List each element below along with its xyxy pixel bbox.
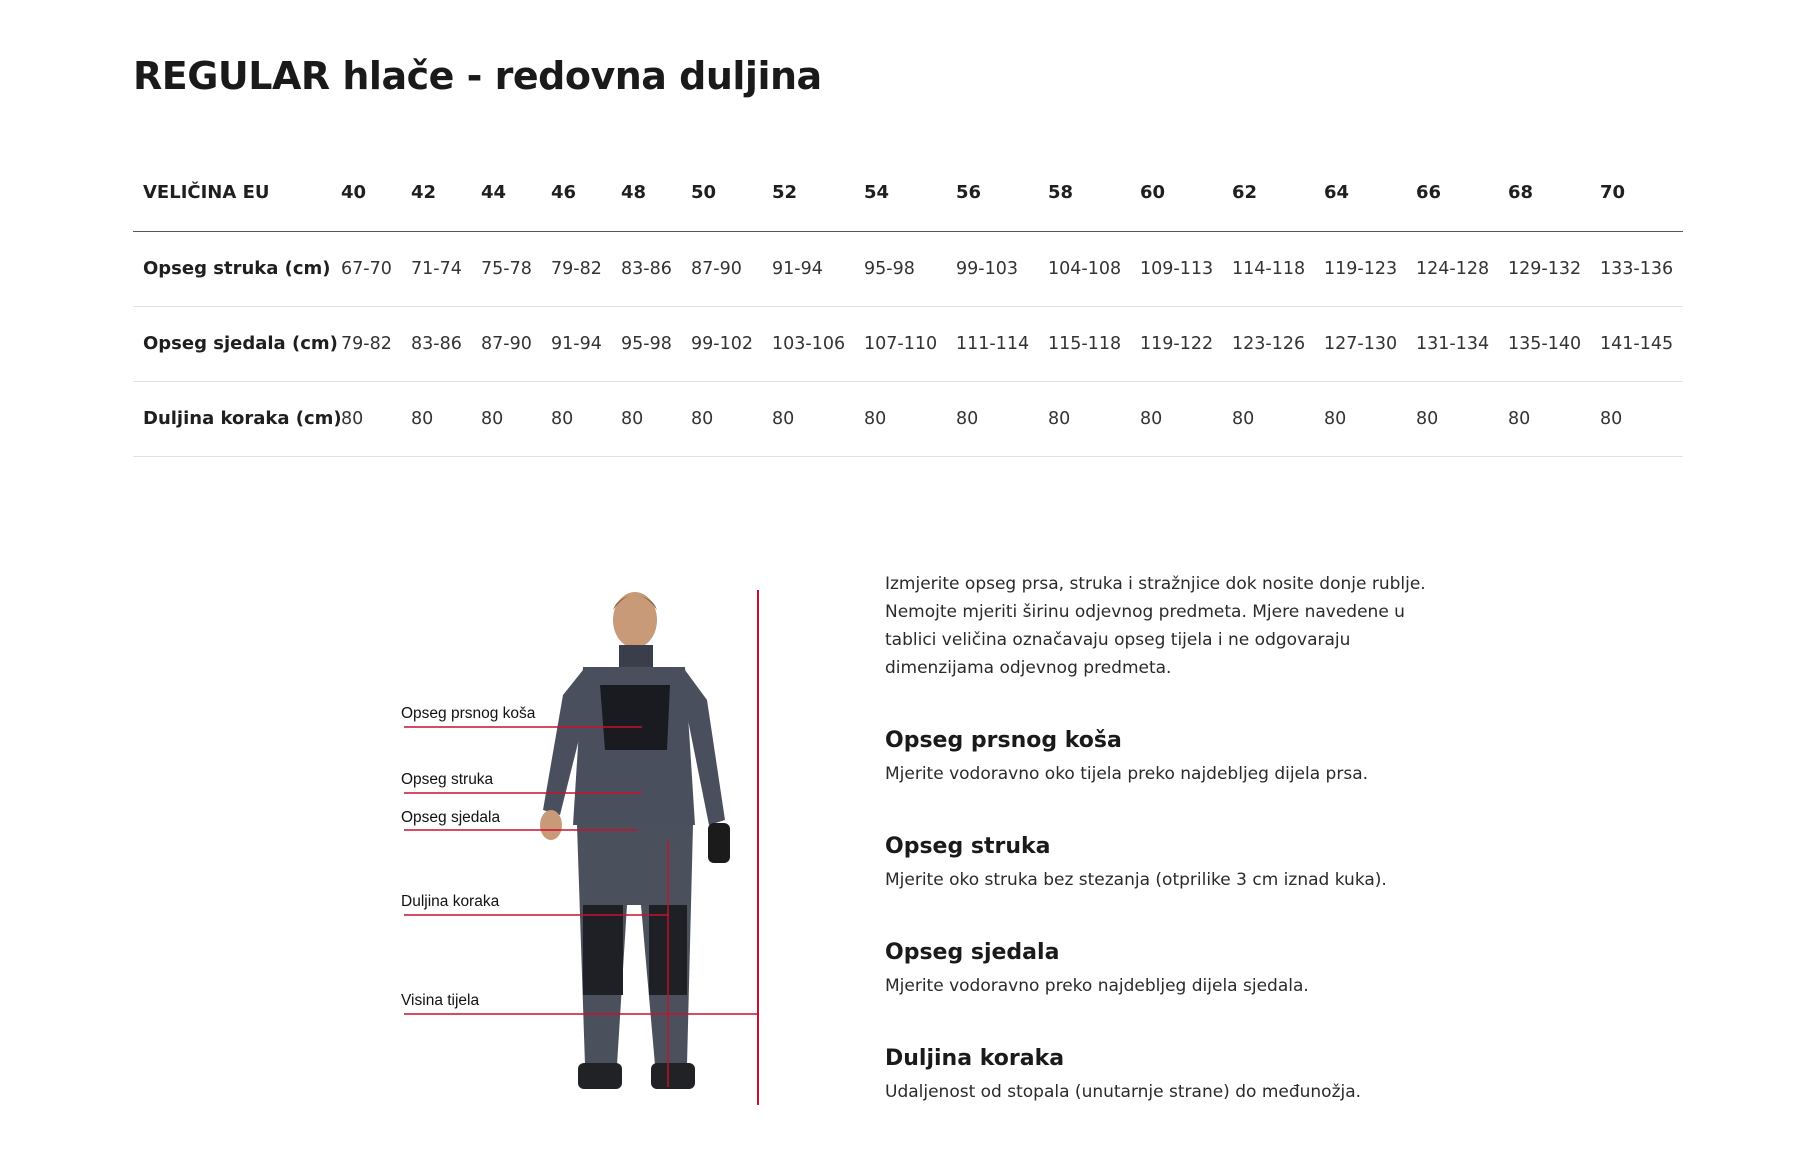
table-cell: 83-86 — [411, 333, 462, 354]
table-cell: 99-102 — [691, 333, 753, 354]
table-cell: 104-108 — [1048, 258, 1122, 279]
size-header-cell: 50 — [691, 182, 717, 204]
size-header-cell: 58 — [1048, 182, 1074, 204]
table-cell: 80 — [341, 408, 364, 429]
table-cell: 80 — [1048, 408, 1071, 429]
table-row-seat — [133, 306, 1683, 381]
size-header-cell: 46 — [551, 182, 577, 204]
table-cell: 80 — [1508, 408, 1531, 429]
table-cell: 115-118 — [1048, 333, 1122, 354]
size-header-cell: 66 — [1416, 182, 1442, 204]
label-chest: Opseg prsnog koša — [401, 705, 536, 722]
size-header-row — [133, 155, 1683, 231]
knee-pad-shape — [583, 905, 623, 995]
table-cell: 131-134 — [1416, 333, 1490, 354]
table-cell: 87-90 — [481, 333, 532, 354]
table-cell: 91-94 — [551, 333, 602, 354]
jacket-panel-shape — [600, 685, 670, 750]
worker-illustration — [395, 575, 775, 1135]
glove-shape — [708, 823, 730, 863]
size-header-cell: 70 — [1600, 182, 1626, 204]
boot-shape — [651, 1063, 695, 1089]
hand-shape — [540, 810, 562, 840]
table-cell: 80 — [864, 408, 887, 429]
table-cell: 79-82 — [341, 333, 392, 354]
measure-desc: Mjerite oko struka bez stezanja (otprilike 3 cm iznad kuka). — [885, 870, 1387, 890]
label-seat: Opseg sjedala — [401, 809, 501, 826]
row-label: Opseg struka (cm) — [143, 258, 331, 279]
table-cell: 133-136 — [1600, 258, 1674, 279]
table-cell: 80 — [1324, 408, 1347, 429]
table-row-waist — [133, 231, 1683, 306]
boot-shape — [578, 1063, 622, 1089]
table-cell: 124-128 — [1416, 258, 1490, 279]
table-cell: 107-110 — [864, 333, 938, 354]
size-header-cell: 56 — [956, 182, 982, 204]
table-cell: 99-103 — [956, 258, 1018, 279]
table-cell: 79-82 — [551, 258, 602, 279]
table-cell: 127-130 — [1324, 333, 1398, 354]
table-cell: 87-90 — [691, 258, 742, 279]
table-cell: 80 — [772, 408, 795, 429]
size-header-cell: 54 — [864, 182, 890, 204]
table-cell: 80 — [1232, 408, 1255, 429]
measure-title: Opseg struka — [885, 834, 1051, 859]
size-header-cell: 60 — [1140, 182, 1166, 204]
size-header-cell: 42 — [411, 182, 437, 204]
measure-block-waist — [885, 832, 1445, 894]
size-header-cell: 44 — [481, 182, 507, 204]
table-cell: 95-98 — [864, 258, 915, 279]
table-cell: 80 — [1600, 408, 1623, 429]
intro-text: Izmjerite opseg prsa, struka i stražnjice dok nosite donje rublje. Nemojte mjeriti širinu odjevnog predmeta. Mjere navedene u tablici veličina označavaju opseg tijela i ne odgovaraju dimenzijama odjevnog predmeta. — [885, 574, 1426, 678]
size-header-cell: 52 — [772, 182, 798, 204]
measure-block-seat — [885, 938, 1445, 1000]
measure-desc: Udaljenost od stopala (unutarnje strane) do međunožja. — [885, 1082, 1362, 1102]
table-cell: 67-70 — [341, 258, 392, 279]
size-header-cell: 48 — [621, 182, 647, 204]
table-cell: 95-98 — [621, 333, 672, 354]
measure-title: Opseg prsnog koša — [885, 728, 1122, 753]
size-header-cell: 64 — [1324, 182, 1350, 204]
table-cell: 119-122 — [1140, 333, 1214, 354]
size-table — [133, 155, 1683, 457]
table-cell: 111-114 — [956, 333, 1030, 354]
label-waist: Opseg struka — [401, 771, 494, 788]
table-cell: 135-140 — [1508, 333, 1582, 354]
page-title: REGULAR hlače - redovna duljina — [133, 54, 822, 98]
table-cell: 119-123 — [1324, 258, 1398, 279]
measure-desc: Mjerite vodoravno oko tijela preko najdebljeg dijela prsa. — [885, 764, 1369, 784]
measure-title: Duljina koraka — [885, 1046, 1065, 1071]
row-label: Opseg sjedala (cm) — [143, 333, 338, 354]
collar-shape — [619, 645, 653, 667]
table-row-inseam — [133, 381, 1683, 456]
table-cell: 80 — [551, 408, 574, 429]
table-cell: 141-145 — [1600, 333, 1674, 354]
table-cell: 80 — [1140, 408, 1163, 429]
table-cell: 109-113 — [1140, 258, 1214, 279]
table-cell: 80 — [411, 408, 434, 429]
size-header-cell: 62 — [1232, 182, 1258, 204]
table-cell: 71-74 — [411, 258, 462, 279]
table-cell: 91-94 — [772, 258, 823, 279]
measure-block-inseam — [885, 1044, 1445, 1106]
label-inseam: Duljina koraka — [401, 893, 500, 910]
size-header-cell: 68 — [1508, 182, 1534, 204]
table-cell: 114-118 — [1232, 258, 1306, 279]
table-cell: 83-86 — [621, 258, 672, 279]
table-cell: 129-132 — [1508, 258, 1582, 279]
table-cell: 80 — [956, 408, 979, 429]
measurement-instructions — [885, 570, 1445, 1106]
size-header-cell: 40 — [341, 182, 367, 204]
table-cell: 123-126 — [1232, 333, 1306, 354]
row-label: Duljina koraka (cm) — [143, 408, 342, 429]
table-cell: 80 — [481, 408, 504, 429]
table-cell: 80 — [1416, 408, 1439, 429]
table-cell: 75-78 — [481, 258, 532, 279]
table-cell: 80 — [691, 408, 714, 429]
measure-desc: Mjerite vodoravno preko najdebljeg dijela sjedala. — [885, 976, 1309, 996]
measure-block-chest — [885, 726, 1445, 788]
table-cell: 103-106 — [772, 333, 846, 354]
measure-title: Opseg sjedala — [885, 940, 1060, 965]
measurement-figure — [395, 575, 775, 1135]
label-height: Visina tijela — [401, 992, 480, 1009]
table-cell: 80 — [621, 408, 644, 429]
size-header-label: VELIČINA EU — [143, 182, 270, 204]
